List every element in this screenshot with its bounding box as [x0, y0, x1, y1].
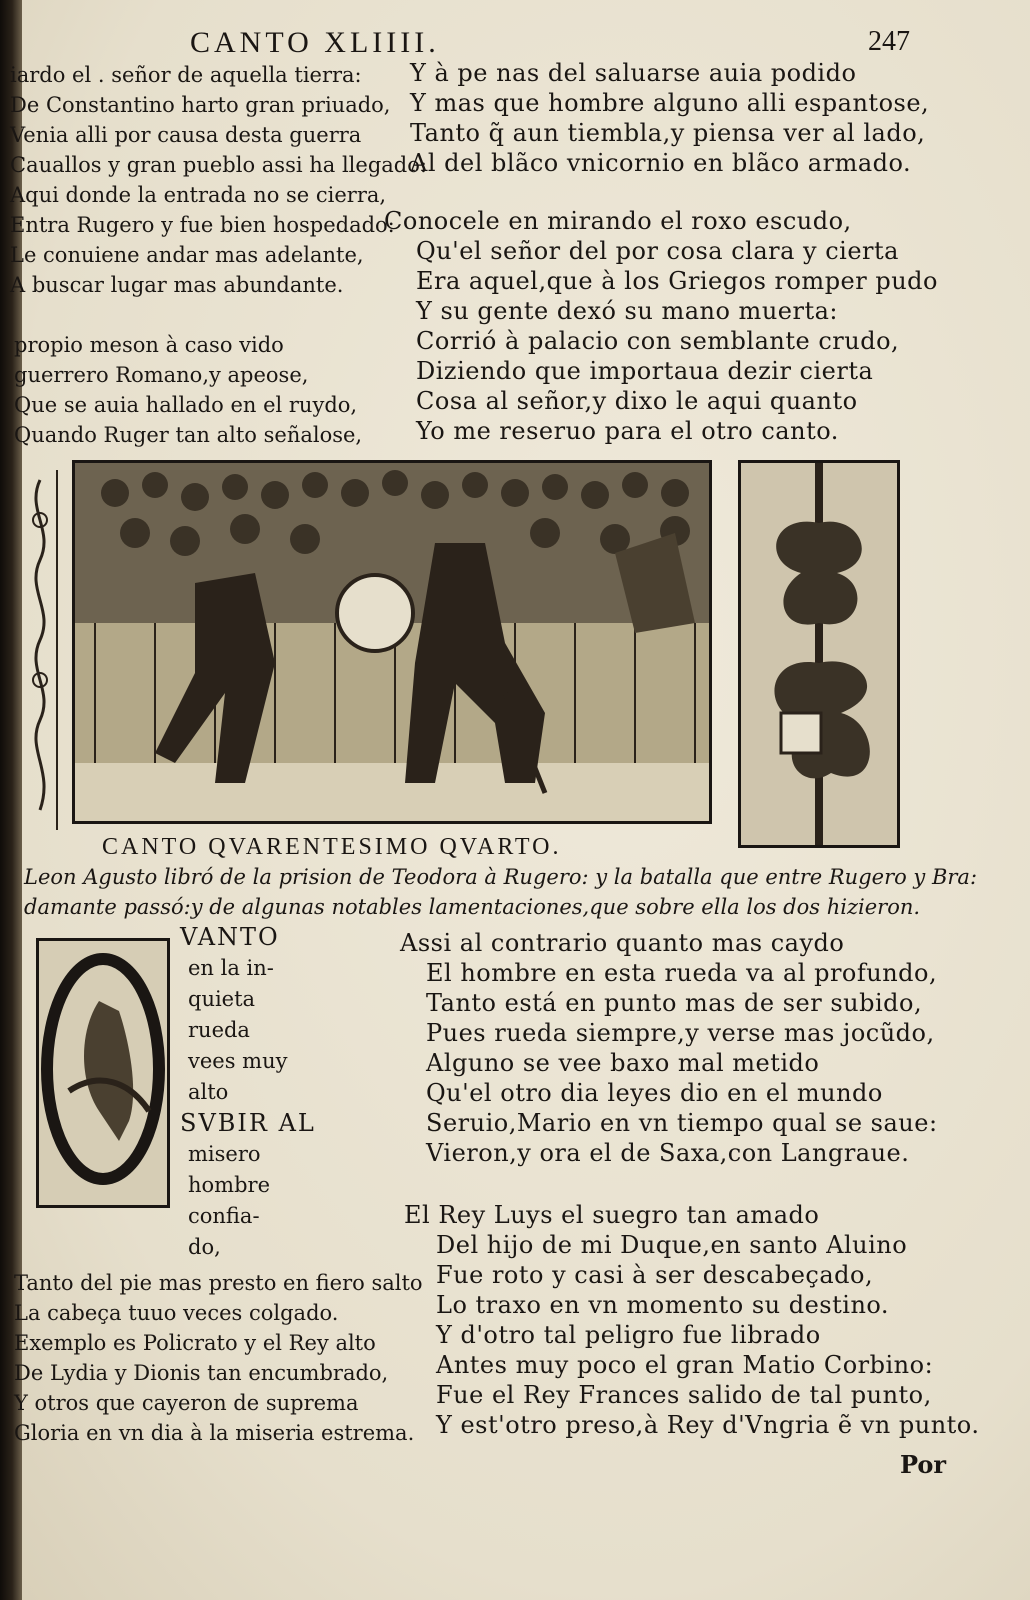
verse-line: Y d'otro tal peligro fue librado	[436, 1321, 821, 1349]
verse-line: De Constantino harto gran priuado,	[10, 93, 391, 117]
verse-line: Antes muy poco el gran Matio Corbino:	[436, 1351, 934, 1379]
verse-line: Y su gente dexó su mano muerta:	[416, 297, 838, 325]
mid-left-stanza	[14, 330, 362, 450]
verse-line: guerrero Romano,y apeose,	[14, 363, 309, 387]
verse-line: Corrió à palacio con semblante crudo,	[416, 327, 900, 355]
argument-line: damante passó:y de algunas notables lamentaciones,que sobre ella los dos hizieron.	[24, 895, 921, 919]
verse-line: Del hijo de mi Duque,en santo Aluino	[436, 1231, 908, 1259]
verse-line: Diziendo que importaua dezir cierta	[416, 357, 874, 385]
verse-line: Pues rueda siempre,y verse mas jocũdo,	[426, 1019, 935, 1047]
initial-letter-drawing	[39, 941, 167, 1205]
verse-line: Y est'otro preso,à Rey d'Vngria ẽ vn punto.	[436, 1411, 980, 1439]
verse-line: Seruio,Mario en vn tiempo qual se saue:	[426, 1109, 938, 1137]
verse-line: Y à pe nas del saluarse auia podido	[410, 59, 857, 87]
verse-line: Le conuiene andar mas adelante,	[10, 243, 364, 267]
initial-word: SVBIR AL	[180, 1109, 316, 1137]
woodcut-foliage-drawing	[741, 463, 897, 845]
argument-line: Leon Agusto libró de la prision de Teodora à Rugero: y la batalla que entre Rugero y Bra:	[24, 865, 978, 889]
initial-word: hombre	[188, 1173, 270, 1197]
verse-line: Assi al contrario quanto mas caydo	[400, 929, 845, 957]
verse-line: Exemplo es Policrato y el Rey alto	[14, 1331, 376, 1355]
verse-line: Gloria en vn dia à la miseria estrema.	[14, 1421, 415, 1445]
verse-line: La cabeça tuuo veces colgado.	[14, 1301, 339, 1325]
verse-line: Fue roto y casi à ser descabeçado,	[436, 1261, 874, 1289]
verse-line: Y mas que hombre alguno alli espantose,	[410, 89, 930, 117]
top-right-stanza	[410, 58, 929, 178]
woodcut-battle-drawing	[75, 463, 709, 821]
verse-line: Tanto está en punto mas de ser subido,	[426, 989, 923, 1017]
verse-line: Tanto del pie mas presto en fiero salto	[14, 1271, 423, 1295]
verse-line: Conocele en mirando el roxo escudo,	[384, 207, 852, 235]
initial-word: quieta	[188, 987, 256, 1011]
top-left-stanza	[10, 60, 427, 300]
verse-line: Vieron,y ora el de Saxa,con Langraue.	[426, 1139, 910, 1167]
verse-line: El Rey Luys el suegro tan amado	[404, 1201, 820, 1229]
verse-line: Que se auia hallado en el ruydo,	[14, 393, 358, 417]
lower-left-stanza	[14, 1268, 423, 1448]
verse-line: Cauallos y gran pueblo assi ha llegado:	[10, 153, 427, 177]
verse-line: A buscar lugar mas abundante.	[10, 273, 344, 297]
verse-line: Cosa al señor,y dixo le aqui quanto	[416, 387, 858, 415]
verse-line: Fue el Rey Frances salido de tal punto,	[436, 1381, 932, 1409]
mid-right-stanza	[384, 206, 938, 446]
page-number: 247	[868, 26, 910, 57]
verse-line: Tanto q̃ aun tiembla,y piensa ver al lado,	[410, 119, 926, 147]
initial-word: vees muy	[188, 1049, 288, 1073]
canto-heading: CANTO QVARENTESIMO QVARTO.	[102, 834, 562, 860]
verse-line: Aqui donde la entrada no se cierra,	[10, 183, 387, 207]
initial-word: misero	[188, 1142, 261, 1166]
verse-line: Lo traxo en vn momento su destino.	[436, 1291, 890, 1319]
decorated-initial-q	[36, 938, 170, 1208]
verse-line: Quando Ruger tan alto señalose,	[14, 423, 363, 447]
verse-line: Alguno se vee baxo mal metido	[426, 1049, 820, 1077]
verse-line: Venia alli por causa desta guerra	[10, 123, 362, 147]
verse-line: propio meson à caso vido	[14, 333, 284, 357]
lower-right-stanza-2	[404, 1200, 979, 1440]
initial-word: confia-	[188, 1204, 260, 1228]
running-title: CANTO XLIIII.	[190, 26, 440, 59]
lower-right-stanza-1	[400, 928, 938, 1168]
verse-line: De Lydia y Dionis tan encumbrado,	[14, 1361, 389, 1385]
verse-line: Entra Rugero y fue bien hospedado:	[10, 213, 395, 237]
verse-line: iardo el . señor de aquella tierra:	[10, 63, 362, 87]
verse-line: Y otros que cayeron de suprema	[14, 1391, 359, 1415]
catchword: Por	[899, 1450, 946, 1479]
verse-line: Al del blãco vnicornio en blãco armado.	[410, 149, 912, 177]
initial-word: rueda	[188, 1018, 250, 1042]
verse-line: Yo me reseruo para el otro canto.	[416, 417, 839, 445]
initial-words	[180, 922, 316, 1263]
canto-argument	[24, 862, 978, 922]
verse-line: El hombre en esta rueda va al profundo,	[426, 959, 938, 987]
woodcut-decorative-panel	[738, 460, 900, 848]
woodcut-illustration-battle	[72, 460, 712, 824]
verse-line: Era aquel,que à los Griegos romper pudo	[416, 267, 938, 295]
initial-word: VANTO	[180, 923, 280, 951]
initial-word: alto	[188, 1080, 229, 1104]
verse-line: Qu'el otro dia leyes dio en el mundo	[426, 1079, 883, 1107]
initial-word: en la in-	[188, 956, 274, 980]
initial-word: do,	[188, 1235, 221, 1259]
ornamental-border-left	[24, 470, 58, 830]
verse-line: Qu'el señor del por cosa clara y cierta	[416, 237, 899, 265]
